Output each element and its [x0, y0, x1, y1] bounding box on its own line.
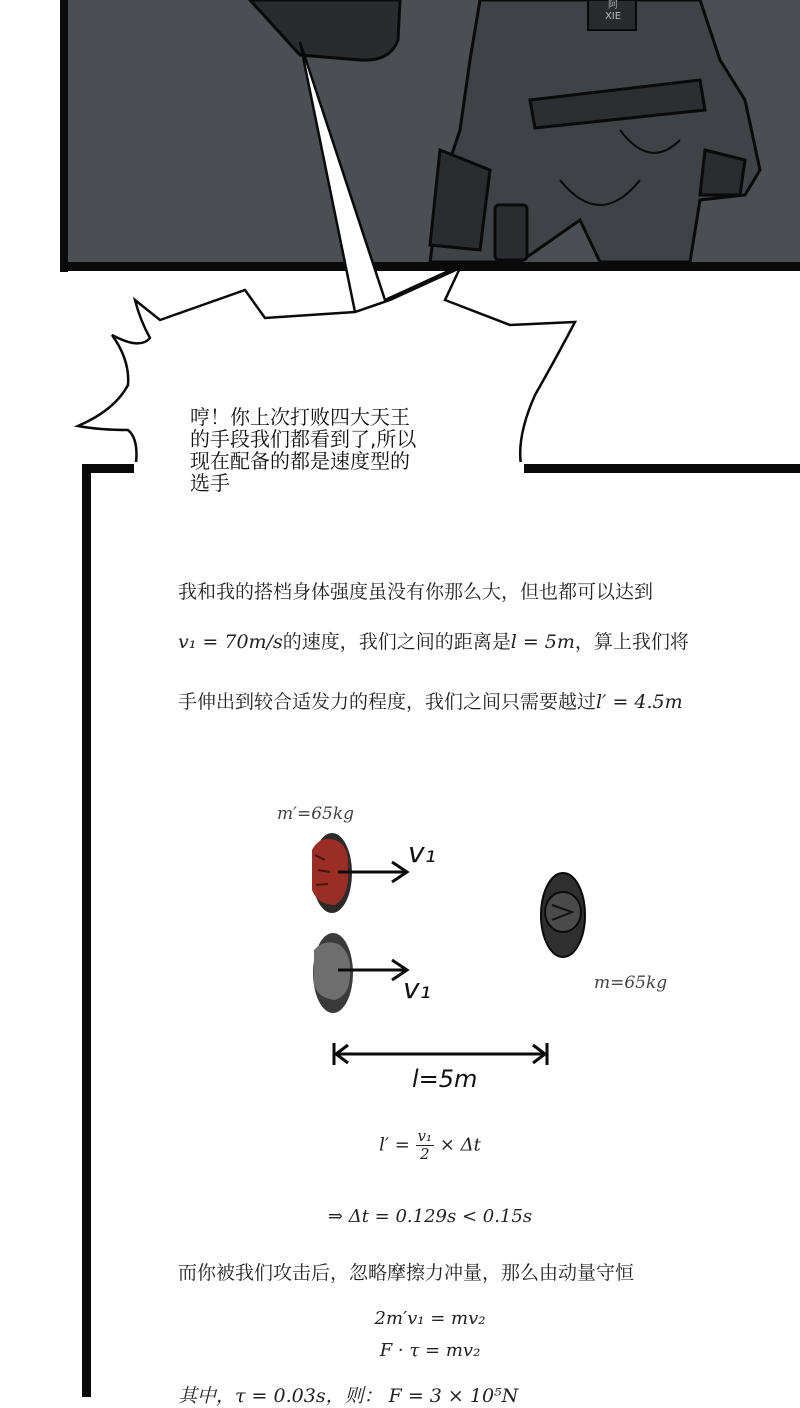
eq1-right: × Δt — [434, 1134, 481, 1156]
eq1-numerator: v₁ — [417, 1127, 433, 1145]
paragraph-line-2 — [178, 630, 689, 654]
paragraph-line-3-text: 手伸出到较合适发力的程度，我们之间只需要越过 — [178, 691, 597, 713]
distance-indicator — [334, 1043, 547, 1065]
bubble-line-4: 选手 — [190, 471, 230, 495]
top-panel — [60, 0, 800, 272]
reach-distance-formula: l′ = 4.5m — [596, 691, 683, 713]
eq1-fraction — [416, 1128, 435, 1163]
mass-label-right: m=65kg — [594, 973, 668, 993]
bubble-line-3: 现在配备的都是速度型的 — [190, 449, 410, 473]
back-patch-text: 阿 XIE — [604, 0, 622, 22]
velocity-label-1: v₁ — [408, 836, 436, 869]
eq1-left: l′ = — [379, 1134, 416, 1156]
velocity-formula: v₁ = 70m/s — [178, 631, 283, 653]
paragraph-line-1: 我和我的搭档身体强度虽没有你那么大，但也都可以达到 — [178, 581, 654, 603]
distance-label: l=5m — [412, 1065, 478, 1093]
equation-1 — [300, 1128, 560, 1163]
bubble-line-1: 哼！你上次打败四大天王 — [190, 405, 410, 429]
equation-2: ⇒ Δt = 0.129s < 0.15s — [327, 1206, 533, 1227]
distance-formula: l = 5m — [510, 631, 575, 653]
equation-4: F · τ = mv₂ — [379, 1340, 481, 1361]
eq1-denominator: 2 — [420, 1145, 430, 1163]
final-line-text: 其中，τ = 0.03s，则： F = 3 × 10⁵N — [178, 1385, 519, 1407]
paragraph-line-2-text-b: ，算上我们将 — [574, 631, 689, 653]
paragraph-line-3 — [178, 690, 683, 714]
paragraph-line-2-text-a: 的速度，我们之间的距离是 — [282, 631, 511, 653]
mass-label-top: m′=65kg — [277, 804, 355, 824]
final-line — [178, 1384, 518, 1408]
equation-3: 2m′v₁ = mv₂ — [374, 1308, 486, 1329]
speech-bubble-text — [190, 406, 480, 494]
diagram-figures — [312, 833, 585, 1013]
bubble-line-2: 的手段我们都看到了,所以 — [190, 427, 417, 451]
velocity-label-2: v₁ — [403, 972, 431, 1005]
momentum-sentence: 而你被我们攻击后，忽略摩擦力冲量，那么由动量守恒 — [178, 1262, 635, 1284]
